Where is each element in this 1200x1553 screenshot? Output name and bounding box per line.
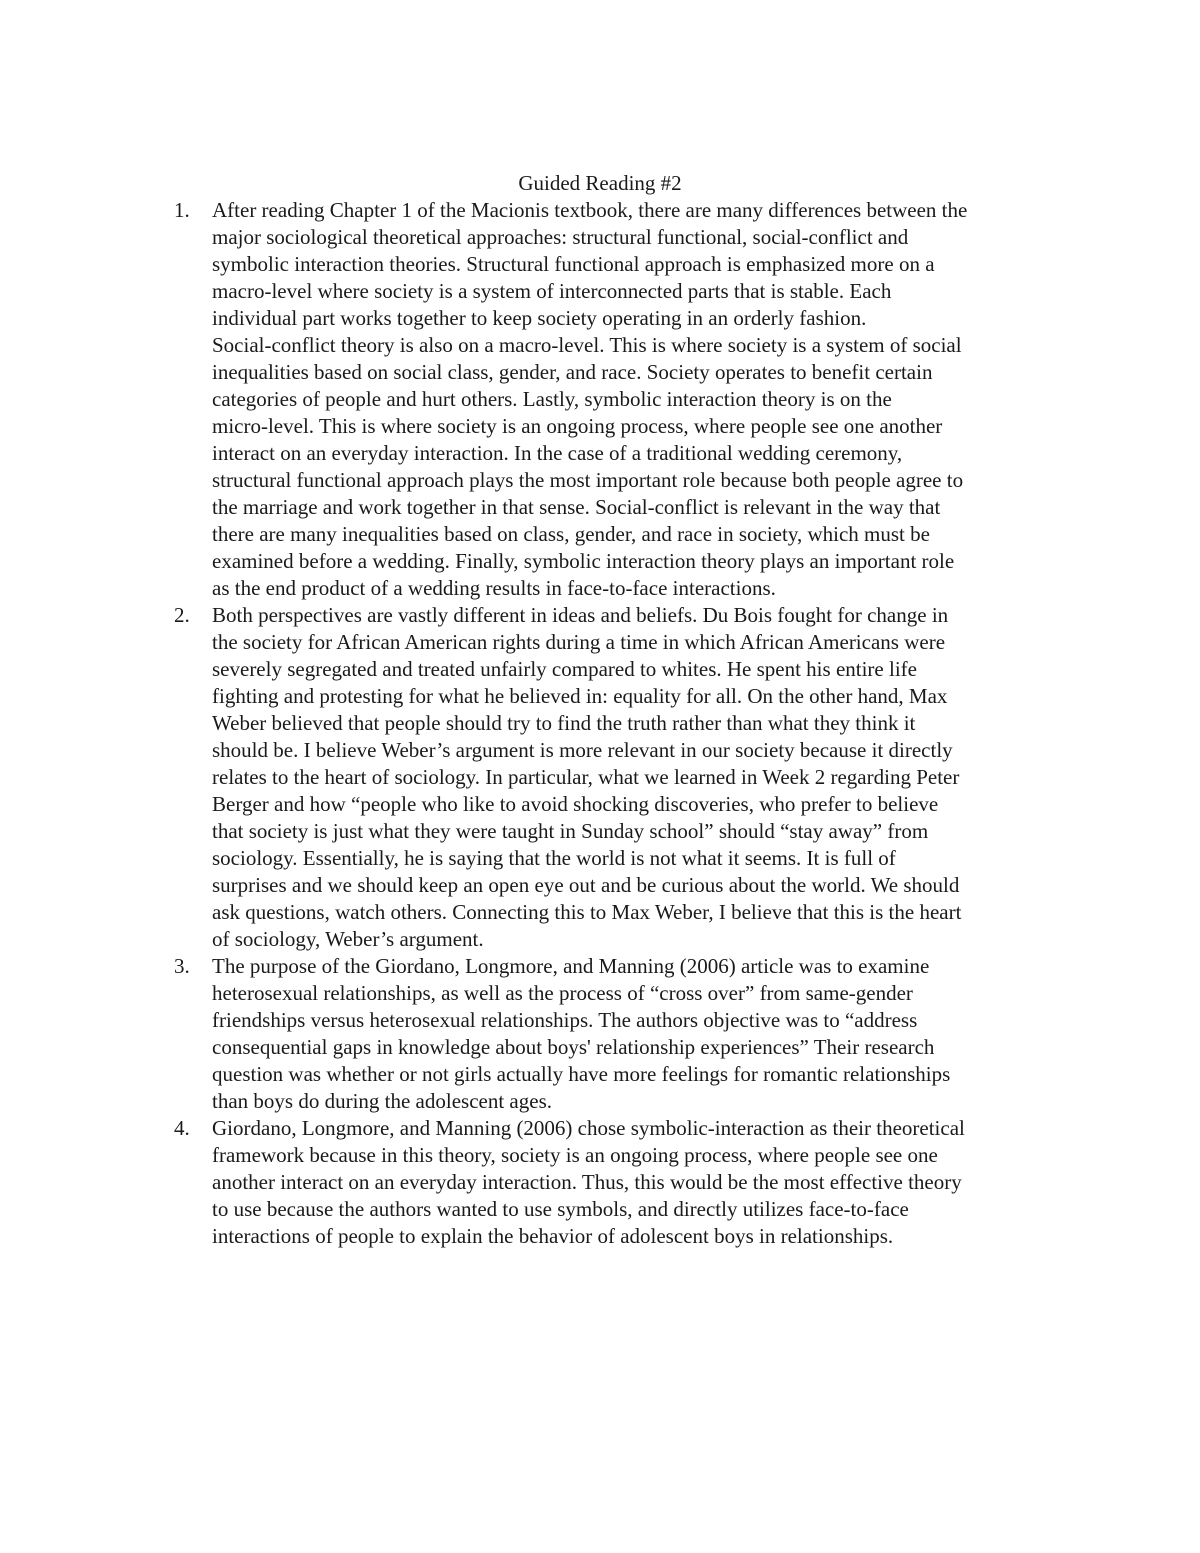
answer-item-1 (174, 197, 1072, 602)
item-number: 3. (174, 954, 190, 978)
paragraph-line: examined before a wedding. Finally, symbolic interaction theory plays an important role (212, 549, 955, 573)
paragraph-line: framework because in this theory, society is an ongoing process, where people see one (212, 1143, 938, 1167)
paragraph-line: as the end product of a wedding results in face-to-face interactions. (212, 576, 776, 600)
paragraph-line: the society for African American rights during a time in which African Americans were (212, 630, 946, 654)
paragraph-line: there are many inequalities based on class, gender, and race in society, which must be (212, 522, 930, 546)
paragraph-line: fighting and protesting for what he believed in: equality for all. On the other hand, Max (212, 684, 948, 708)
paragraph-line: Giordano, Longmore, and Manning (2006) chose symbolic-interaction as their theoretical (212, 1116, 965, 1140)
paragraph-line: Both perspectives are vastly different in ideas and beliefs. Du Bois fought for change in (212, 603, 949, 627)
paragraph-line: friendships versus heterosexual relationships. The authors objective was to “address (212, 1008, 918, 1032)
paragraph-line: interactions of people to explain the behavior of adolescent boys in relationships. (212, 1224, 894, 1248)
paragraph-line: relates to the heart of sociology. In particular, what we learned in Week 2 regarding Peter (212, 765, 960, 789)
answer-item-4 (174, 1115, 1072, 1250)
paragraph-line: categories of people and hurt others. Lastly, symbolic interaction theory is on the (212, 387, 892, 411)
paragraph-line: structural functional approach plays the most important role because both people agree to (212, 468, 964, 492)
answer-list (174, 197, 1072, 1250)
paragraph-line: individual part works together to keep society operating in an orderly fashion. (212, 306, 867, 330)
paragraph-line: micro-level. This is where society is an ongoing process, where people see one another (212, 414, 943, 438)
paragraph-line: heterosexual relationships, as well as the process of “cross over” from same-gender (212, 981, 913, 1005)
document-title: Guided Reading #2 (518, 171, 682, 195)
item-number: 1. (174, 198, 190, 222)
paragraph-line: Social-conflict theory is also on a macro-level. This is where society is a system of social (212, 333, 962, 357)
paragraph-line: to use because the authors wanted to use symbols, and directly utilizes face-to-face (212, 1197, 909, 1221)
answer-item-3 (174, 953, 1072, 1115)
paragraph-line: another interact on an everyday interaction. Thus, this would be the most effective theory (212, 1170, 962, 1194)
item-number: 4. (174, 1116, 190, 1140)
paragraph-line: consequential gaps in knowledge about boys' relationship experiences” Their research (212, 1035, 935, 1059)
paragraph-line: than boys do during the adolescent ages. (212, 1089, 552, 1113)
paragraph-line: severely segregated and treated unfairly compared to whites. He spent his entire life (212, 657, 917, 681)
item-number: 2. (174, 603, 190, 627)
paragraph-line: question was whether or not girls actually have more feelings for romantic relationships (212, 1062, 951, 1086)
paragraph-line: that society is just what they were taught in Sunday school” should “stay away” from (212, 819, 929, 843)
paragraph-line: major sociological theoretical approaches: structural functional, social-conflict and (212, 225, 909, 249)
paragraph-line: inequalities based on social class, gender, and race. Society operates to benefit certain (212, 360, 933, 384)
paragraph-line: interact on an everyday interaction. In the case of a traditional wedding ceremony, (212, 441, 903, 465)
paragraph-line: symbolic interaction theories. Structural functional approach is emphasized more on a (212, 252, 935, 276)
paragraph-line: surprises and we should keep an open eye out and be curious about the world. We should (212, 873, 960, 897)
paragraph-line: macro-level where society is a system of interconnected parts that is stable. Each (212, 279, 892, 303)
paragraph-line: Berger and how “people who like to avoid shocking discoveries, who prefer to believe (212, 792, 939, 816)
paragraph-line: of sociology, Weber’s argument. (212, 927, 484, 951)
paragraph-line: the marriage and work together in that sense. Social-conflict is relevant in the way that (212, 495, 941, 519)
paragraph-line: After reading Chapter 1 of the Macionis textbook, there are many differences between the (212, 198, 968, 222)
paragraph-line: Weber believed that people should try to find the truth rather than what they think it (212, 711, 916, 735)
paragraph-line: sociology. Essentially, he is saying that the world is not what it seems. It is full of (212, 846, 896, 870)
paragraph-line: should be. I believe Weber’s argument is more relevant in our society because it directly (212, 738, 953, 762)
answer-item-2 (174, 602, 1072, 953)
paragraph-line: The purpose of the Giordano, Longmore, and Manning (2006) article was to examine (212, 954, 930, 978)
paragraph-line: ask questions, watch others. Connecting this to Max Weber, I believe that this is the heart (212, 900, 962, 924)
